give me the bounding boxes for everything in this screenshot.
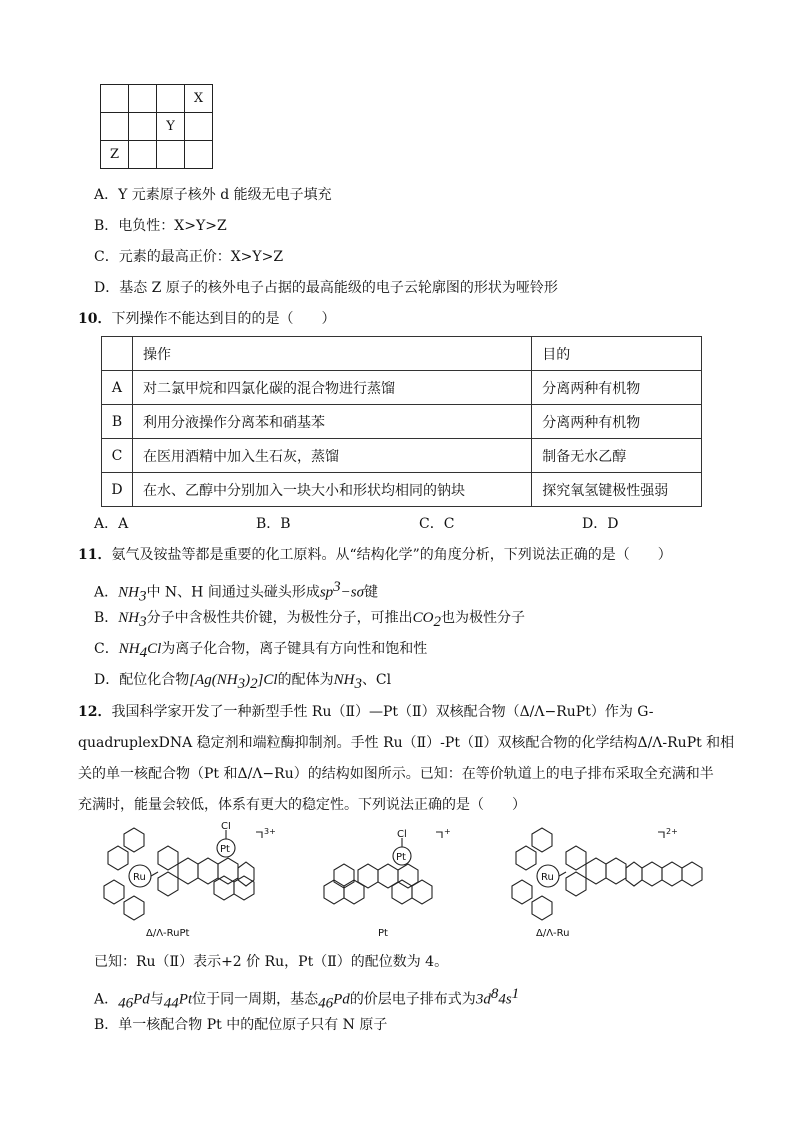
q10-stem: 10．下列操作不能达到目的的是（ ） bbox=[78, 311, 336, 327]
table-header-row bbox=[102, 337, 702, 371]
table-row: D 在水、乙醇中分别加入一块大小和形状均相同的钠块 探究氧氢键极性强弱 bbox=[102, 473, 702, 507]
q11-option-d: D．配位化合物$[Ag(NH_3)_2]Cl$的配体为$NH_3$、Cl bbox=[94, 672, 392, 692]
charge-2plus: 2+ bbox=[666, 827, 678, 836]
caption-pt: Pt bbox=[378, 928, 388, 939]
q9-option-c: C．元素的最高正价：X>Y>Z bbox=[94, 249, 284, 265]
question-number: 10． bbox=[78, 311, 112, 327]
q12-stem-line1: 12．我国科学家开发了一种新型手性 Ru（Ⅱ）—Pt（Ⅱ）双核配合物（Δ/Λ−RuPt）作为 G- bbox=[78, 704, 654, 720]
q10-choice-b: B．B bbox=[256, 516, 291, 532]
q12-stem-line2: quadruplexDNA 稳定剂和端粒酶抑制剂。手性 Ru（Ⅱ）-Pt（Ⅱ）双核配合物的化学结构Δ/Λ-RuPt 和相 bbox=[78, 735, 735, 751]
charge-plus: + bbox=[444, 827, 451, 836]
structure-pt bbox=[324, 838, 432, 904]
q9-option-d: D．基态 Z 原子的核外电子占据的最高能级的电子云轮廓图的形状为哑铃形 bbox=[94, 280, 558, 296]
q11-stem: 11．氨气及铵盐等都是重要的化工原料。从“结构化学”的角度分析，下列说法正确的是（ ） bbox=[78, 547, 672, 563]
q12-stem-line3: 关的单一核配合物（Pt 和Δ/Λ−Ru）的结构如图所示。已知：在等价轨道上的电子排布采取全充满和半 bbox=[78, 766, 714, 782]
element-x: X bbox=[185, 85, 213, 113]
question-number: 12． bbox=[78, 704, 112, 720]
element-z: Z bbox=[101, 141, 129, 169]
periodic-table-fragment bbox=[100, 84, 213, 169]
table-row: B 利用分液操作分离苯和硝基苯 分离两种有机物 bbox=[102, 405, 702, 439]
q11-option-a: A．$NH_3$中 N、H 间通过头碰头形成$sp^3-s\sigma$键 bbox=[94, 579, 379, 605]
q10-choice-a: A．A bbox=[94, 516, 129, 532]
element-y: Y bbox=[157, 113, 185, 141]
cl-label: Cl bbox=[397, 829, 407, 840]
q12-stem-line4: 充满时，能量会较低，体系有更大的稳定性。下列说法正确的是（ ） bbox=[78, 797, 526, 813]
q12-note: 已知：Ru（Ⅱ）表示+2 价 Ru，Pt（Ⅱ）的配位数为 4。 bbox=[94, 954, 449, 970]
header-goal: 目的 bbox=[532, 337, 702, 371]
ru-label: Ru bbox=[133, 872, 146, 883]
q9-option-b: B．电负性：X>Y>Z bbox=[94, 218, 227, 234]
q11-option-b: B．$NH_3$分子中含极性共价键，为极性分子，可推出$CO_2$也为极性分子 bbox=[94, 610, 525, 630]
pt-label: Pt bbox=[396, 852, 406, 863]
ru-label: Ru bbox=[541, 872, 554, 883]
charge-3plus: 3+ bbox=[264, 827, 276, 836]
structure-rupt bbox=[104, 828, 254, 920]
pt-label: Pt bbox=[220, 844, 230, 855]
q11-option-c: C．$NH_4Cl$为离子化合物，离子键具有方向性和饱和性 bbox=[94, 641, 428, 661]
question-number: 11． bbox=[78, 547, 112, 563]
q12-option-b: B．单一核配合物 Pt 中的配位原子只有 N 原子 bbox=[94, 1017, 388, 1033]
caption-rupt: Δ/Λ-RuPt bbox=[146, 928, 190, 939]
table-row: A 对二氯甲烷和四氯化碳的混合物进行蒸馏 分离两种有机物 bbox=[102, 371, 702, 405]
caption-ru: Δ/Λ-Ru bbox=[536, 928, 570, 939]
header-operation: 操作 bbox=[132, 337, 531, 371]
cl-label: Cl bbox=[221, 822, 231, 832]
q9-option-a: A．Y 元素原子核外 d 能级无电子填充 bbox=[94, 187, 332, 203]
q10-choice-d: D．D bbox=[582, 516, 619, 532]
q10-table bbox=[101, 336, 702, 507]
q10-choice-c: C．C bbox=[419, 516, 455, 532]
q12-option-a: A．$_{46}$Pd与$_{44}$Pt位于同一周期，基态$_{46}$Pd的价层电子排布式为$3d^84s^1$ bbox=[94, 986, 520, 1012]
table-row: C 在医用酒精中加入生石灰，蒸馏 制备无水乙醇 bbox=[102, 439, 702, 473]
complex-structures-figure bbox=[96, 822, 716, 946]
